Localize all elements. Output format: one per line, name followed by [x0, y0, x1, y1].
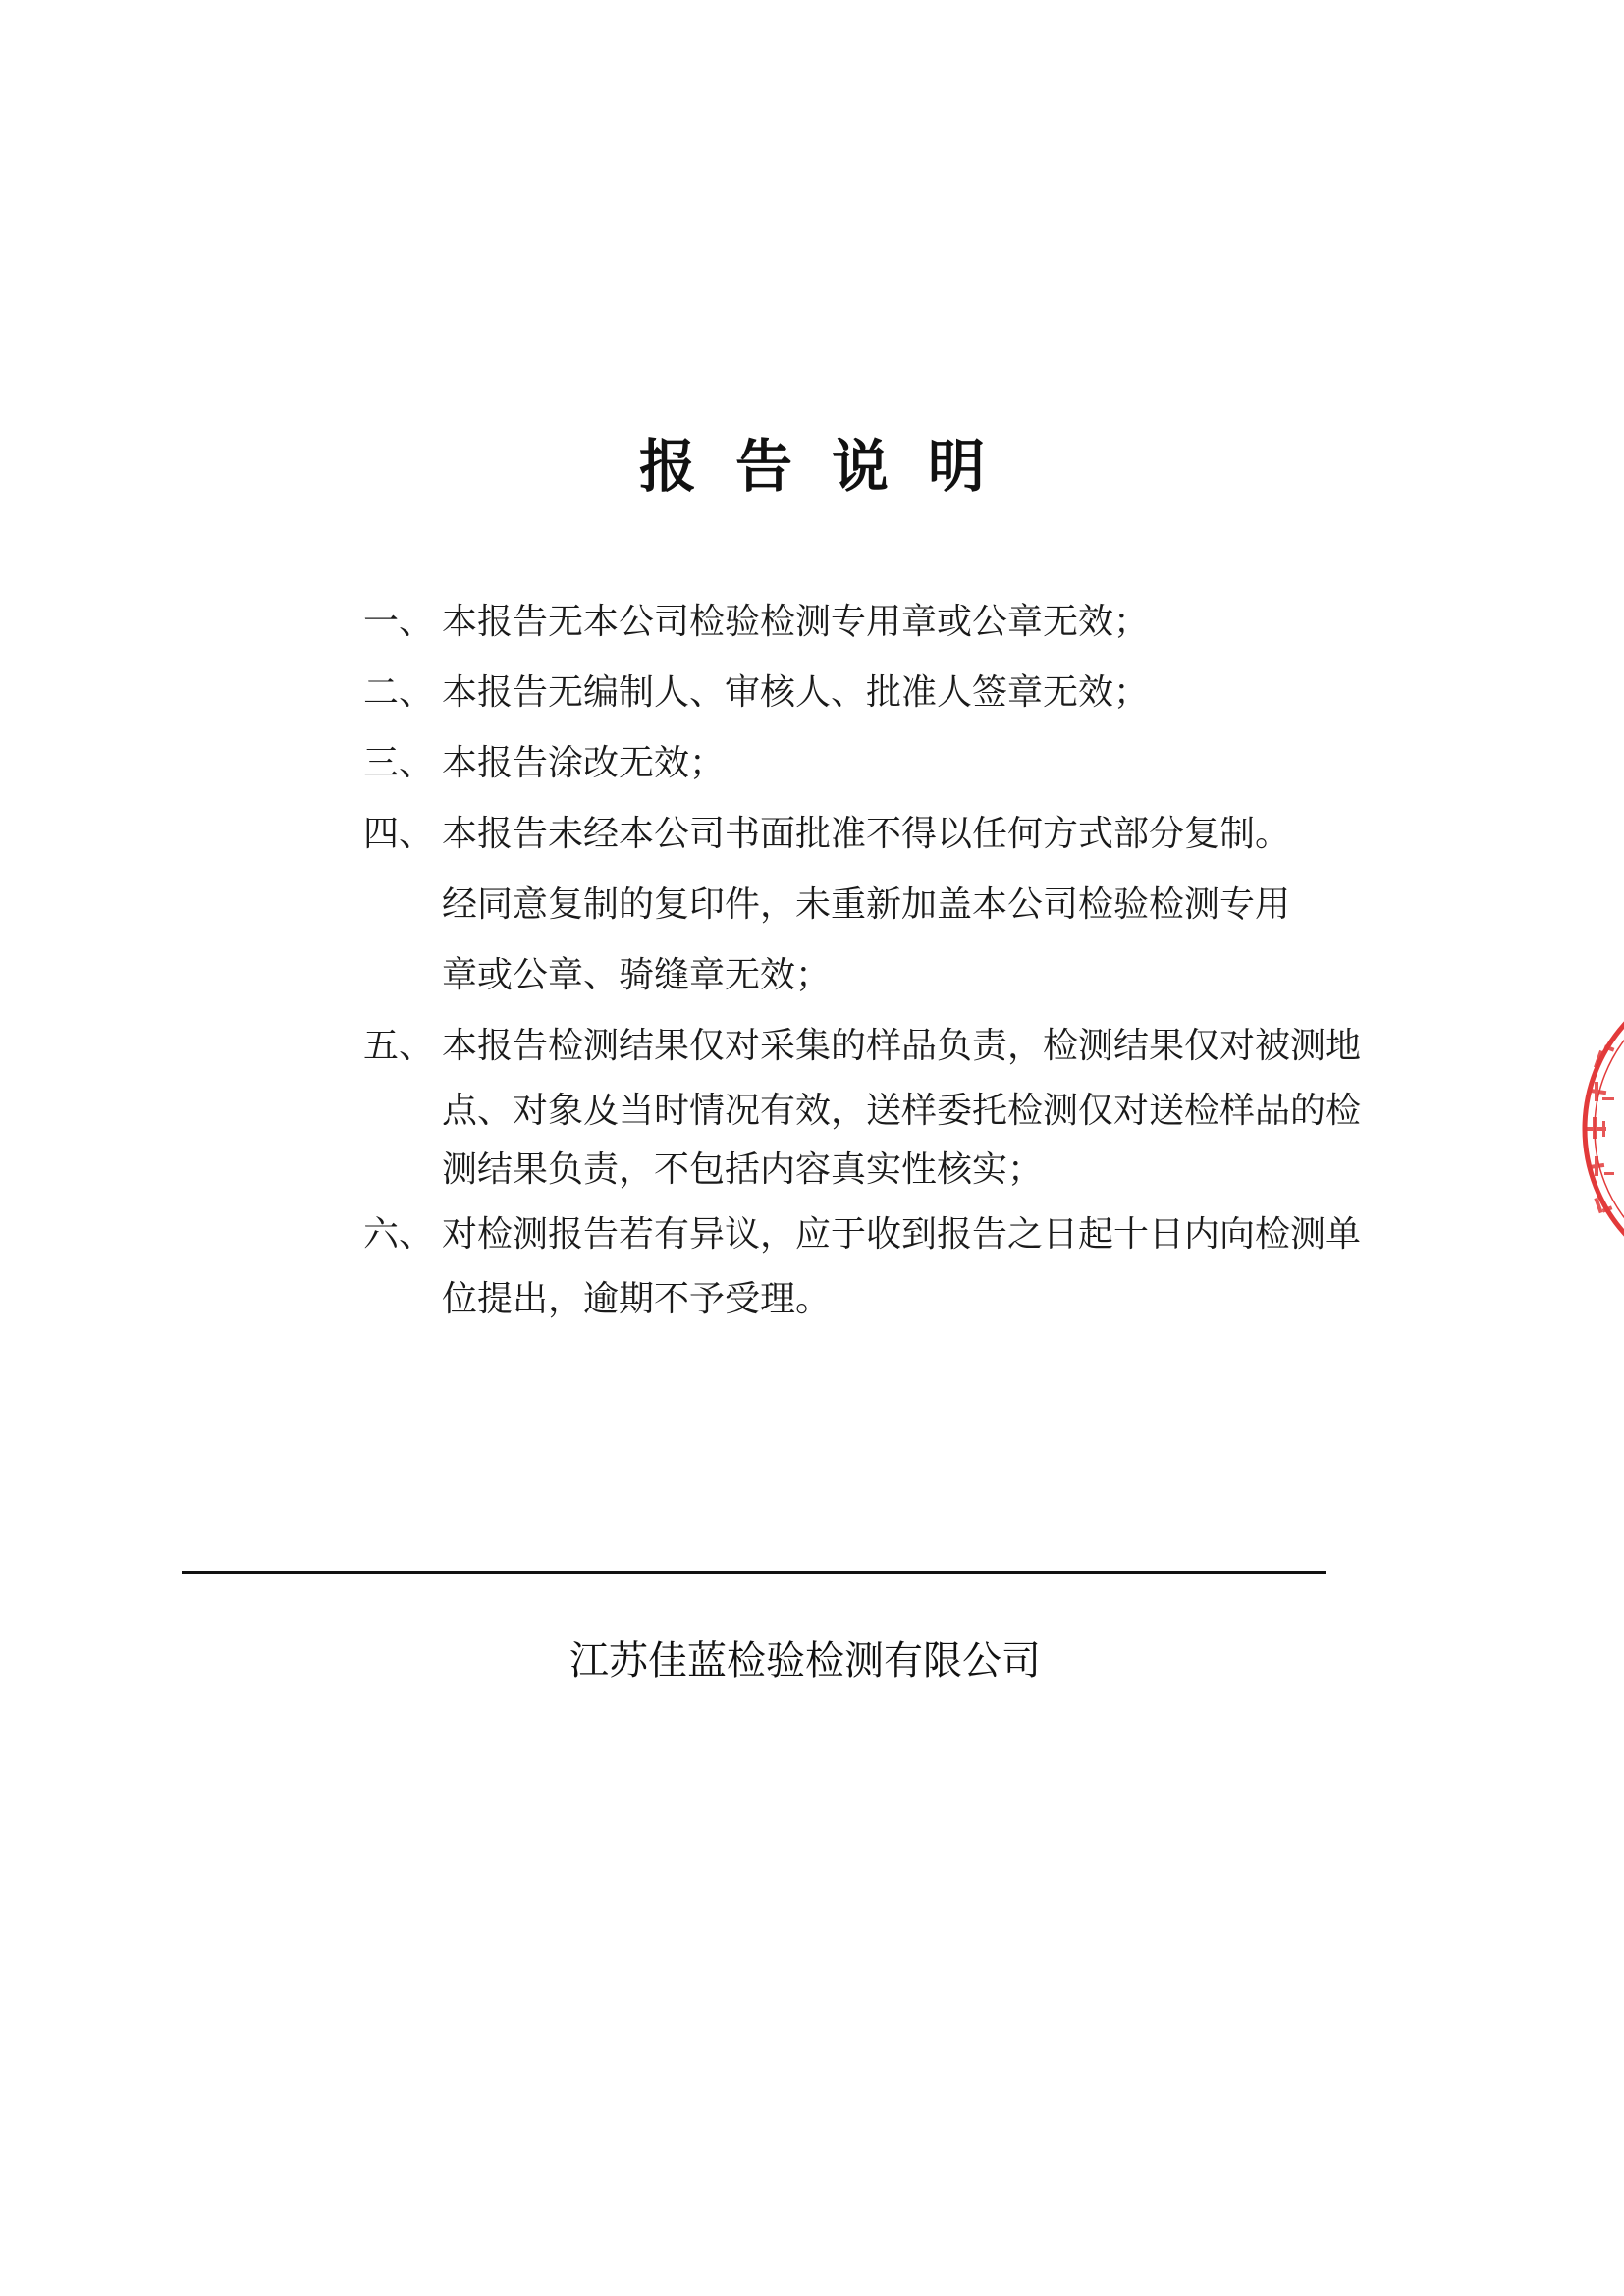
partial-red-seal-icon: [1575, 1011, 1624, 1247]
item-number: 五、: [363, 1026, 435, 1066]
item-text: 点、对象及当时情况有效，送样委托检测仅对送检样品的检: [442, 1091, 1362, 1131]
item-text: 本报告涂改无效；: [442, 743, 726, 783]
list-item: [363, 587, 1443, 658]
list-item: [363, 1011, 1443, 1200]
item-number: 二、: [363, 672, 435, 713]
list-item: [363, 1200, 1443, 1329]
list-item: [363, 728, 1443, 799]
item-text: 本报告无本公司检验检测专用章或公章无效；: [442, 602, 1150, 642]
item-text: 本报告无编制人、审核人、批准人签章无效；: [442, 672, 1150, 713]
item-number: 三、: [363, 743, 435, 783]
item-text: 本报告检测结果仅对采集的样品负责，检测结果仅对被测地: [442, 1026, 1362, 1066]
notes-list: [363, 587, 1443, 1329]
item-text: 本报告未经本公司书面批准不得以任何方式部分复制。: [442, 814, 1291, 854]
list-item: [363, 799, 1443, 1011]
item-number: 六、: [363, 1214, 435, 1255]
item-number: 四、: [363, 814, 435, 854]
list-item: [363, 658, 1443, 728]
item-text: 测结果负责，不包括内容真实性核实；: [442, 1149, 1044, 1190]
item-text: 章或公章、骑缝章无效；: [442, 955, 832, 995]
page-title: 报告说明: [638, 433, 1024, 500]
item-text: 对检测报告若有异议，应于收到报告之日起十日内向检测单: [442, 1214, 1362, 1255]
company-name: 江苏佳蓝检验检测有限公司: [569, 1638, 1041, 1683]
item-text: 位提出，逾期不予受理。: [442, 1279, 832, 1319]
divider: [182, 1571, 1326, 1574]
item-number: 一、: [363, 602, 435, 642]
item-text: 经同意复制的复印件，未重新加盖本公司检验检测专用: [442, 884, 1291, 925]
